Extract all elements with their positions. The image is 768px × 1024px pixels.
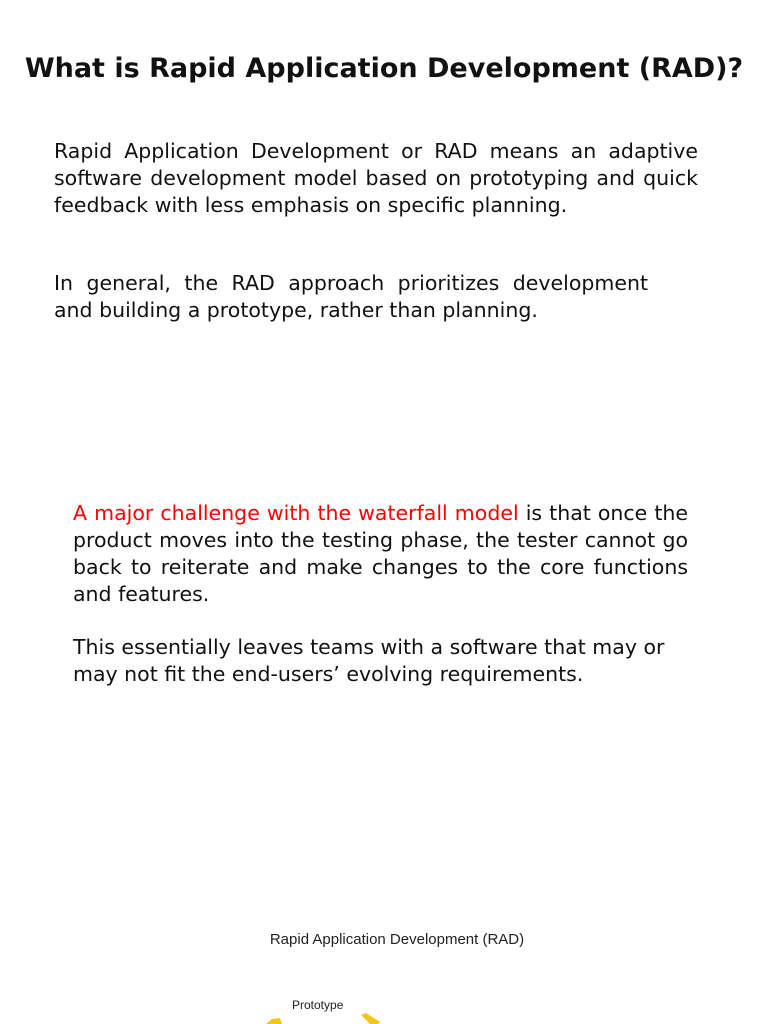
paragraph-requirements: This essentially leaves teams with a software that may or may not fit the end-users’ evolving requirements. xyxy=(73,635,665,686)
paragraph-rad-approach: In general, the RAD approach prioritizes development and building a prototype, rather than planning. xyxy=(54,271,648,322)
cycle-diagram-arrows xyxy=(0,1010,768,1024)
page-title: What is Rapid Application Development (RAD)? xyxy=(24,53,744,84)
paragraph-waterfall-challenge xyxy=(73,500,688,608)
waterfall-highlight: A major challenge with the waterfall model xyxy=(73,501,519,525)
left-arrow-icon xyxy=(266,1018,282,1024)
figure-label-prototype: Prototype xyxy=(292,998,344,1012)
paragraph-rad-definition: Rapid Application Development or RAD means an adaptive software development model based on prototyping and quick feedback with less emphasis on specific planning. xyxy=(54,139,698,217)
right-arrow-icon xyxy=(361,1013,380,1024)
waterfall-challenge-text: is that once the product moves into the testing phase, the tester cannot go back to reiterate and make changes to the core functions and features. xyxy=(73,501,688,606)
figure-title: Rapid Application Development (RAD) xyxy=(269,931,525,948)
